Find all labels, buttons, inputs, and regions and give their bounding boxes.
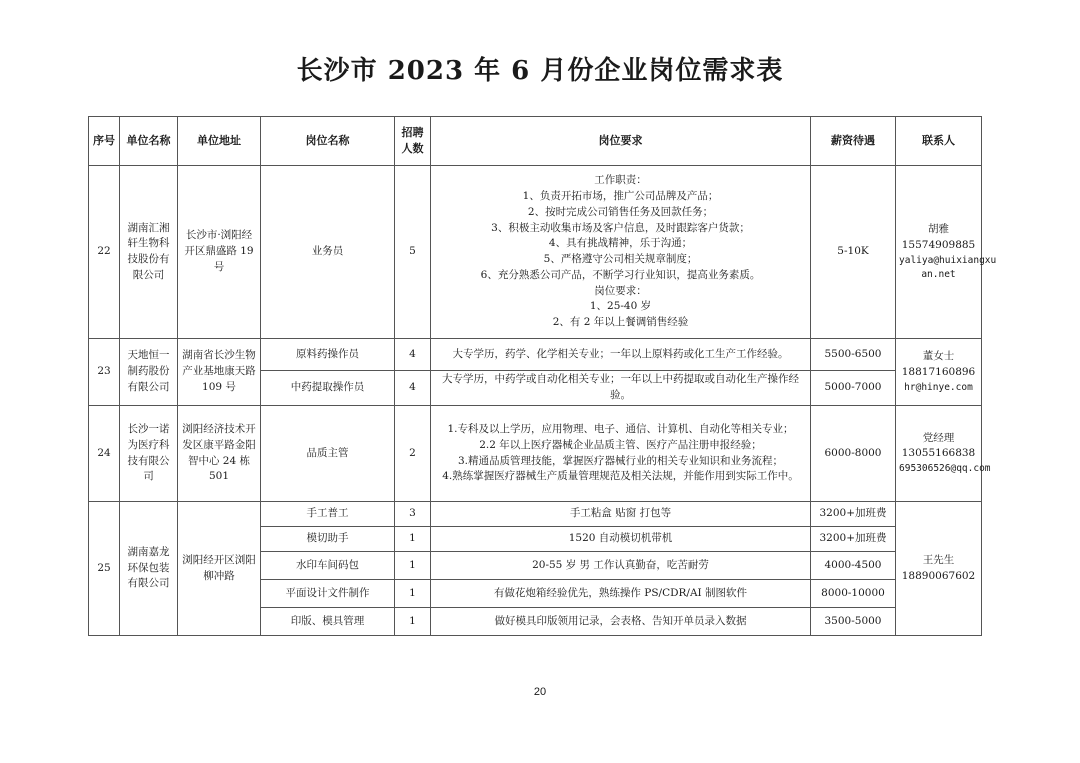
company-address: 长沙市·浏阳经开区鼎盛路 19 号 [178,166,261,339]
requirement-line: 2.2 年以上医疗器械企业品质主管、医疗产品注册申报经验； [479,438,762,451]
position-name: 模切助手 [261,527,395,552]
contact-phone: 13055166838 [901,447,976,460]
page-number: 20 [533,686,547,698]
header-row [89,117,982,166]
position-name: 水印车间码包 [261,552,395,580]
header-requirements: 岗位要求 [431,117,811,166]
requirement-line: 4、具有挑战精神，乐于沟通； [548,237,693,250]
contact-phone: 15574909885 [901,238,976,251]
requirement-line: 6、充分熟悉公司产品，不断学习行业知识，提高业务素质。 [480,268,761,281]
salary: 3200+加班费 [811,527,896,552]
contact-email: yaliya@huixiangxu [899,254,997,266]
position-name: 平面设计文件制作 [261,580,395,608]
company-name: 天地恒一制药股份有限公司 [120,339,178,406]
requirements-cell: 20-55 岁 男 工作认真勤奋，吃苦耐劳 [431,552,811,580]
table-row [89,502,982,527]
salary: 4000-4500 [811,552,896,580]
position-name: 品质主管 [261,406,395,502]
hire-count: 5 [395,166,431,339]
requirement-line: 1.专科及以上学历，应用物理、电子、通信、计算机、自动化等相关专业； [447,423,794,435]
requirements-cell: 1520 自动模切机带机 [431,527,811,552]
requirements-cell [431,406,811,502]
position-name: 手工普工 [261,502,395,527]
requirement-line: 3.精通品质管理技能，掌握医疗器械行业的相关专业知识和业务流程； [457,454,784,467]
row-seq: 23 [89,339,120,406]
header-position: 岗位名称 [261,117,395,166]
salary: 5-10K [811,166,896,339]
hire-count: 1 [395,552,431,580]
requirement-line: 工作职责： [594,174,647,187]
hire-count: 2 [395,406,431,502]
contact-cell [896,406,991,502]
table-row [89,406,982,502]
contact-name: 胡雅 [928,223,949,235]
header-address: 单位地址 [178,117,261,166]
company-address: 浏阳经济技术开发区康平路金阳智中心 24 栋 501 [178,406,261,502]
position-name: 中药提取操作员 [261,371,395,406]
requirements-cell: 大专学历，中药学或自动化相关专业；一年以上中药提取或自动化生产操作经验。 [431,371,811,406]
company-address: 浏阳经开区浏阳柳冲路 [178,502,261,636]
salary: 5000-7000 [811,371,896,406]
header-company: 单位名称 [120,117,178,166]
salary: 8000-10000 [811,580,896,608]
requirement-line: 1、负责开拓市场，推广公司品牌及产品； [522,190,719,202]
row-seq: 25 [89,502,120,636]
company-address: 湖南省长沙生物产业基地康天路 109 号 [178,339,261,406]
salary: 5500-6500 [811,339,896,371]
requirements-cell [431,166,811,339]
company-name: 湖南嘉龙环保包装有限公司 [120,502,178,636]
hire-count: 1 [395,580,431,608]
requirement-line: 2、有 2 年以上餐调销售经验 [552,316,689,328]
header-seq: 序号 [89,117,120,166]
hire-count: 4 [395,371,431,406]
requirements-cell: 有做花炮箱经验优先，熟练操作 PS/CDR/AI 制图软件 [431,580,811,608]
contact-email-continued: an.net [921,268,956,280]
contact-name: 董女士 [922,350,955,363]
requirement-line: 1、25-40 岁 [589,300,652,313]
position-name: 印版、模具管理 [261,608,395,636]
table-row [89,166,982,339]
salary: 3500-5000 [811,608,896,636]
requirement-line: 岗位要求： [594,284,647,297]
contact-phone: 18817160896 [901,365,976,378]
contact-cell [896,339,982,406]
requirement-line: 4.熟练掌握医疗器械生产质量管理规范及相关法规，并能作用到实际工作中。 [442,470,799,483]
table-row [89,339,982,371]
hire-count: 4 [395,339,431,371]
contact-name: 王先生 [922,553,955,566]
company-name: 湖南汇湘轩生物科技股份有限公司 [120,166,178,339]
header-contact: 联系人 [896,117,982,166]
requirements-cell: 手工粘盒 贴窗 打包等 [431,502,811,527]
header-count: 招聘人数 [395,117,431,166]
requirements-cell: 做好模具印版领用记录，会表格、告知开单员录入数据 [431,608,811,636]
position-name: 原料药操作员 [261,339,395,371]
contact-email: 695306526@qq.com [899,463,991,475]
job-demand-table [88,116,997,636]
contact-cell [896,502,982,636]
requirement-line: 5、严格遵守公司相关规章制度； [543,253,698,265]
salary: 6000-8000 [811,406,896,502]
contact-phone: 18890067602 [901,569,976,582]
row-seq: 24 [89,406,120,502]
company-name: 长沙一诺为医疗科技有限公司 [120,406,178,502]
contact-cell [896,166,997,339]
requirement-line: 2、按时完成公司销售任务及回款任务； [527,205,714,218]
contact-name: 党经理 [922,431,955,444]
page-title: 长沙市 2023 年 6 月份企业岗位需求表 [296,56,784,86]
header-salary: 薪资待遇 [811,117,896,166]
hire-count: 1 [395,608,431,636]
hire-count: 3 [395,502,431,527]
requirements-cell: 大专学历，药学、化学相关专业；一年以上原料药或化工生产工作经验。 [431,339,811,371]
position-name: 业务员 [261,166,395,339]
salary: 3200+加班费 [811,502,896,527]
requirement-line: 3、积极主动收集市场及客户信息，及时跟踪客户货款； [491,221,750,234]
hire-count: 1 [395,527,431,552]
contact-email: hr@hinye.com [904,381,973,393]
row-seq: 22 [89,166,120,339]
